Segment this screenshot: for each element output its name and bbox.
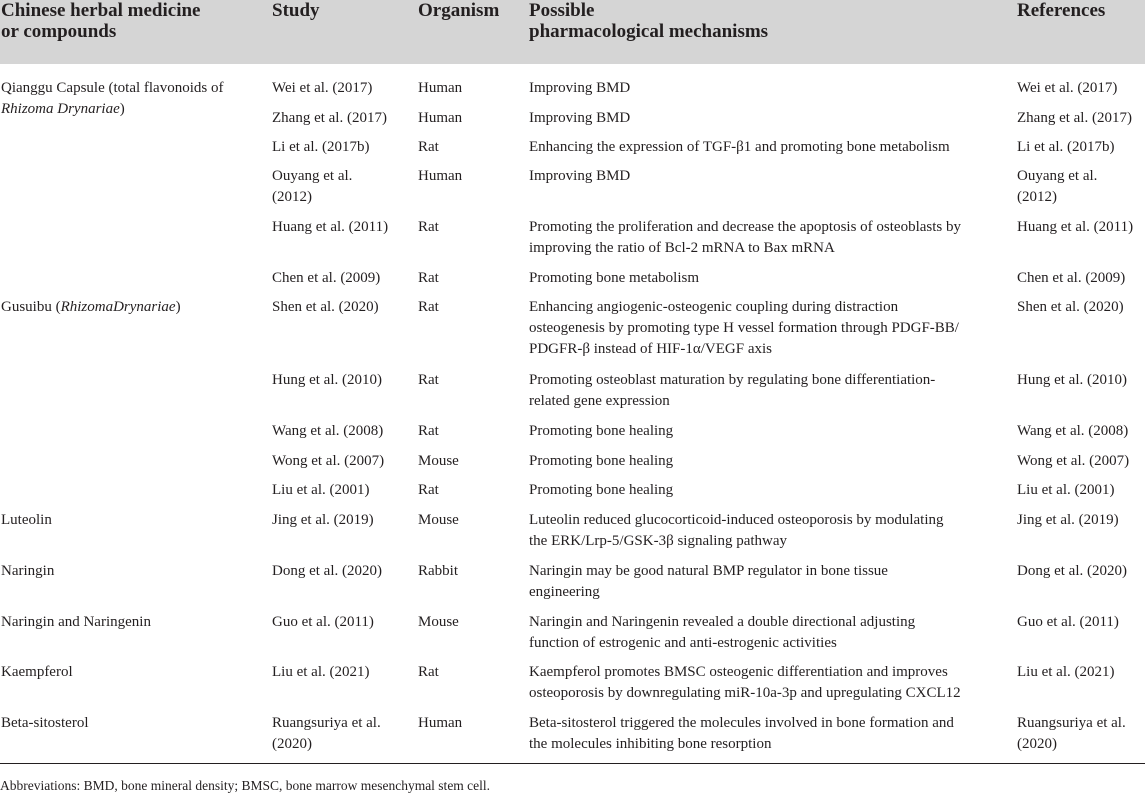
organism-cell: Rat [418,664,439,680]
study-cell [272,137,369,158]
compound-line [1,713,88,734]
reference-line: Huang et al. (2011) [1017,219,1134,235]
mechanism-cell [529,297,959,360]
mechanism-line: Naringin and Naringenin revealed a double directional adjusting [529,614,916,630]
header-mechanism: Possible pharmacological mechanisms [529,0,769,42]
mechanism-line: Improving BMD [529,168,631,184]
organism-cell: Rat [418,372,439,388]
study-line: Wong et al. (2007) [272,453,385,469]
reference-cell [1017,510,1119,531]
compound-text: ) [175,299,181,315]
compound-cell [1,662,73,683]
compound-italic: Rhizoma Drynariae [1,101,120,117]
study-line: Liu et al. (2021) [272,664,370,680]
reference-line: Hung et al. (2010) [1017,372,1127,388]
compound-text: Gusuibu ( [1,299,61,315]
mechanism-line: function of estrogenic and anti-estrogenic activities [529,635,837,651]
mechanism-line: the molecules inhibiting bone resorption [529,736,772,752]
compound-cell [1,297,181,318]
reference-line: Chen et al. (2009) [1017,270,1126,286]
compound-text: Luteolin [1,512,52,528]
study-line: Ruangsuriya et al. [272,715,381,731]
mechanism-line: PDGFR-β instead of HIF-1α/VEGF axis [529,341,772,357]
mechanism-line: Luteolin reduced glucocorticoid-induced osteoporosis by modulating [529,512,944,528]
reference-cell [1017,480,1114,501]
mechanism-cell [529,662,961,704]
compound-cell [1,561,54,582]
study-line: (2012) [272,189,312,205]
study-cell [272,217,388,238]
study-cell [272,480,369,501]
study-line: Wei et al. (2017) [272,80,373,96]
study-line: Dong et al. (2020) [272,563,382,579]
reference-line: Dong et al. (2020) [1017,563,1127,579]
header-study: Study [272,0,320,21]
header-organism: Organism [418,0,500,21]
mechanism-line: engineering [529,584,600,600]
reference-cell [1017,561,1127,582]
header-compound: Chinese herbal medicine or compounds [1,0,201,42]
mechanism-cell [529,268,699,289]
organism-cell: Rat [418,270,439,286]
study-line: Wang et al. (2008) [272,423,384,439]
reference-line: Guo et al. (2011) [1017,614,1119,630]
study-line: Liu et al. (2001) [272,482,370,498]
mechanism-line: Improving BMD [529,80,631,96]
compound-text: Kaempferol [1,664,73,680]
mechanism-line: Naringin may be good natural BMP regulator in bone tissue [529,563,888,579]
reference-cell [1017,137,1114,158]
reference-line: Li et al. (2017b) [1017,139,1115,155]
reference-cell [1017,166,1097,208]
reference-cell [1017,713,1126,755]
mechanism-cell [529,561,888,603]
compound-line [1,99,223,120]
study-line: Zhang et al. (2017) [272,110,387,126]
study-cell [272,370,382,391]
mechanism-line: Promoting bone healing [529,453,674,469]
reference-cell [1017,297,1124,318]
study-cell [272,713,381,755]
compound-italic: RhizomaDrynariae [60,299,176,315]
mechanism-line: the ERK/Lrp-5/GSK-3β signaling pathway [529,533,788,549]
reference-line: Wong et al. (2007) [1017,453,1130,469]
compound-cell [1,713,88,734]
compound-text: Naringin [1,563,55,579]
study-line: Huang et al. (2011) [272,219,389,235]
compound-cell [1,612,151,633]
reference-cell [1017,268,1125,289]
study-line: Chen et al. (2009) [272,270,381,286]
mechanism-line: Promoting bone metabolism [529,270,699,286]
mechanism-cell [529,510,944,552]
table-bottom-rule [0,763,1145,764]
organism-cell: Rat [418,219,439,235]
compound-cell [1,78,223,120]
mechanism-cell [529,370,935,412]
footnote: Abbreviations: BMD, bone mineral density; BMSC, bone marrow mesenchymal stem cell. [0,778,491,793]
compound-line [1,510,52,531]
reference-cell [1017,108,1132,129]
reference-line: Ouyang et al. [1017,168,1098,184]
reference-line: (2020) [1017,736,1057,752]
mechanism-line: Promoting osteoblast maturation by regulating bone differentiation- [529,372,936,388]
study-cell [272,166,352,208]
compound-line [1,662,73,683]
mechanism-cell [529,78,630,99]
mechanism-cell [529,166,630,187]
reference-line: (2012) [1017,189,1057,205]
study-cell [272,268,380,289]
reference-line: Liu et al. (2001) [1017,482,1115,498]
reference-line: Ruangsuriya et al. [1017,715,1126,731]
study-line: Li et al. (2017b) [272,139,370,155]
reference-line: Zhang et al. (2017) [1017,110,1132,126]
organism-cell: Human [418,80,463,96]
compound-text: Naringin and Naringenin [1,614,151,630]
compound-line [1,612,151,633]
study-line: (2020) [272,736,312,752]
compound-line [1,297,181,318]
organism-cell: Rat [418,423,439,439]
study-line: Hung et al. (2010) [272,372,382,388]
mechanism-line: osteoporosis by downregulating miR-10a-3p and upregulating CXCL12 [529,685,961,701]
compound-cell [1,510,52,531]
compound-line [1,561,54,582]
study-line: Jing et al. (2019) [272,512,374,528]
reference-line: Wei et al. (2017) [1017,80,1118,96]
study-cell [272,297,379,318]
mechanism-line: Promoting bone healing [529,482,674,498]
mechanism-line: improving the ratio of Bcl-2 mRNA to Bax mRNA [529,240,835,256]
organism-cell: Mouse [418,453,459,469]
mechanism-line: Promoting bone healing [529,423,674,439]
study-cell [272,612,374,633]
study-cell [272,510,374,531]
mechanism-line: Enhancing angiogenic-osteogenic coupling during distraction [529,299,899,315]
mechanism-cell [529,421,673,442]
mechanism-cell [529,713,954,755]
organism-cell: Mouse [418,614,459,630]
reference-line: Shen et al. (2020) [1017,299,1124,315]
organism-cell: Rat [418,482,439,498]
study-cell [272,451,384,472]
reference-cell [1017,217,1133,238]
compound-text: ) [119,101,125,117]
reference-line: Liu et al. (2021) [1017,664,1115,680]
mechanism-cell [529,217,961,259]
organism-cell: Human [418,110,463,126]
table-header [0,0,1145,64]
reference-line: Wang et al. (2008) [1017,423,1129,439]
study-cell [272,561,382,582]
study-line: Shen et al. (2020) [272,299,379,315]
reference-line: Jing et al. (2019) [1017,512,1119,528]
reference-cell [1017,370,1127,391]
mechanism-cell [529,108,630,129]
study-line: Guo et al. (2011) [272,614,374,630]
mechanism-line: Beta-sitosterol triggered the molecules involved in bone formation and [529,715,954,731]
organism-cell: Rabbit [418,563,458,579]
mechanism-line: Kaempferol promotes BMSC osteogenic differentiation and improves [529,664,948,680]
organism-cell: Human [418,715,463,731]
organism-cell: Mouse [418,512,459,528]
organism-cell: Human [418,168,463,184]
study-cell [272,78,372,99]
mechanism-cell [529,137,950,158]
mechanism-line: Improving BMD [529,110,631,126]
compound-text: Qianggu Capsule (total flavonoids of [1,80,224,96]
reference-cell [1017,421,1128,442]
reference-cell [1017,662,1114,683]
compound-line [1,78,223,99]
reference-cell [1017,451,1129,472]
study-cell [272,108,387,129]
organism-cell: Rat [418,299,439,315]
reference-cell [1017,78,1117,99]
study-line: Ouyang et al. [272,168,353,184]
mechanism-cell [529,612,915,654]
mechanism-line: related gene expression [529,393,670,409]
study-cell [272,421,383,442]
mechanism-cell [529,480,673,501]
study-cell [272,662,369,683]
mechanism-line: Enhancing the expression of TGF-β1 and promoting bone metabolism [529,139,950,155]
organism-cell: Rat [418,139,439,155]
header-references: References [1017,0,1106,21]
reference-cell [1017,612,1119,633]
mechanism-line: Promoting the proliferation and decrease the apoptosis of osteoblasts by [529,219,961,235]
mechanism-cell [529,451,673,472]
mechanism-line: osteogenesis by promoting type H vessel formation through PDGF-BB/ [529,320,959,336]
compound-text: Beta-sitosterol [1,715,89,731]
